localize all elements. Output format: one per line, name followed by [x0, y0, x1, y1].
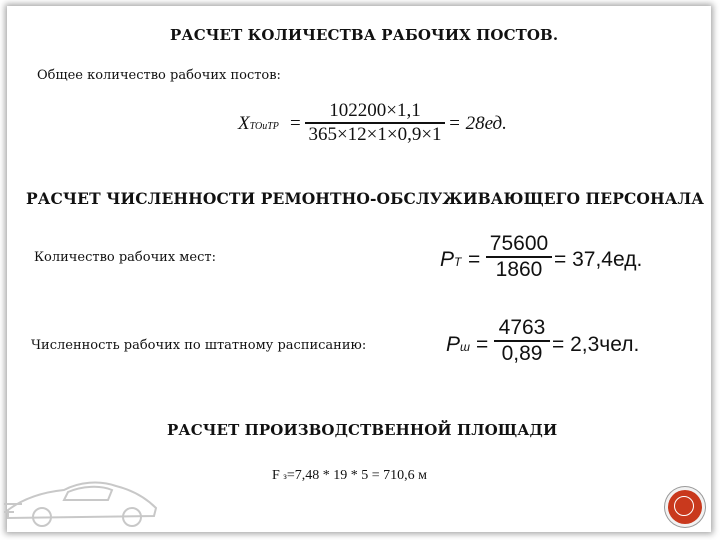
- formula-posts-result: = 28ед.: [448, 113, 507, 134]
- formula-posts-eq: =: [290, 113, 301, 134]
- logo-badge-icon: [668, 490, 702, 524]
- formula-workplaces-sub: Т: [454, 255, 462, 269]
- car-outline-icon: [4, 470, 164, 530]
- formula-workplaces-fraction: [486, 232, 552, 282]
- formula-staff-eq: =: [476, 333, 489, 356]
- formula-staff-sub: ш: [460, 340, 470, 354]
- area-formula-rest: =7,48 * 19 * 5 = 710,6 м: [286, 468, 428, 483]
- area-formula: [272, 468, 427, 484]
- section1-title: РАСЧЕТ КОЛИЧЕСТВА РАБОЧИХ ПОСТОВ.: [170, 26, 559, 44]
- formula-staff-numerator: 4763: [498, 316, 546, 339]
- staff-label: Численность рабочих по штатному расписанию:: [31, 338, 367, 353]
- formula-posts-denominator: 365×12×1×0,9×1: [308, 123, 442, 145]
- area-formula-prefix: F: [272, 468, 280, 483]
- formula-workplaces-lhs: P: [440, 248, 455, 271]
- formula-staff-denominator: 0,89: [501, 341, 543, 365]
- section2-title: РАСЧЕТ ЧИСЛЕННОСТИ РЕМОНТНО-ОБСЛУЖИВАЮЩЕГО ПЕРСОНАЛА: [26, 189, 704, 208]
- formula-workplaces-numerator: 75600: [489, 232, 549, 255]
- formula-workplaces-eq: =: [468, 248, 481, 271]
- formula-posts-sub: TOиТР: [249, 121, 279, 132]
- formula-workplaces-denominator: 1860: [495, 257, 543, 281]
- formula-workplaces-result: = 37,4ед.: [554, 248, 643, 271]
- formula-staff-lhs: P: [446, 333, 461, 356]
- formula-posts-numerator: 102200×1,1: [329, 100, 421, 121]
- workplaces-label: Количество рабочих мест:: [34, 250, 216, 265]
- formula-staff-result: = 2,3чел.: [552, 333, 640, 356]
- section1-label: Общее количество рабочих постов:: [37, 68, 281, 83]
- section3-title: РАСЧЕТ ПРОИЗВОДСТВЕННОЙ ПЛОЩАДИ: [167, 421, 558, 439]
- formula-staff-fraction: [494, 316, 550, 366]
- formula-posts-lhs: X: [238, 113, 250, 134]
- area-formula-sub: з: [283, 471, 287, 481]
- formula-posts-fraction: [305, 100, 445, 146]
